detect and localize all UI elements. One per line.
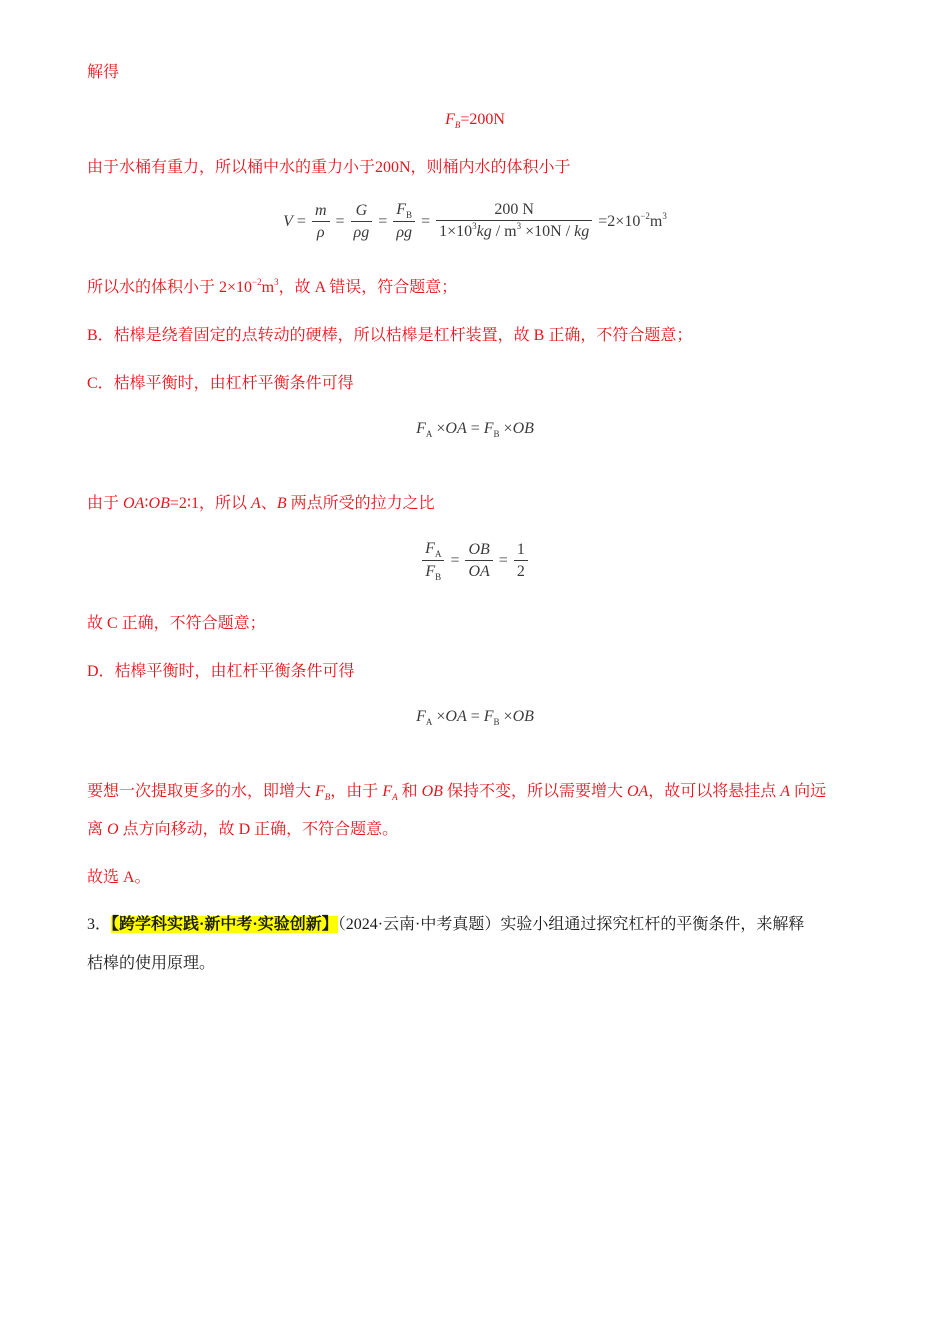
question-tag: 【跨学科实践·新中考·实验创新】 — [111, 916, 338, 933]
ratio-equation: $\frac{F_A}{F_B}$ = $\frac{OB}{OA}$ = $\frac{1}{2}$ — [0, 537, 950, 585]
option-d-explanation: 要想一次提取更多的水，即增大 $F_B$，由于 $F_A$ 和 OB 保持不变，所以需要增大 OA，故可以将悬挂点 A 向远 — [87, 783, 827, 802]
gravity-line: 由于水桶有重力，所以桶中水的重力小于200N，则桶内水的体积小于 — [87, 159, 571, 176]
fb-result: $F_B=200N$ — [445, 111, 505, 130]
solve-label: 解得 — [87, 64, 120, 81]
answer: 故选 A。 — [87, 869, 151, 886]
question-3-cont: 桔槔的使用原理。 — [87, 955, 216, 972]
conclusion-a: 所以水的体积小于 $2\times 10^{-2}m^3$，故 A 错误，符合题意； — [87, 277, 458, 296]
ratio-line: 由于 OA∶OB=2∶1，所以 A、B 两点所受的拉力之比 — [87, 495, 435, 512]
option-b: B．桔槔是绕着固定的点转动的硬棒，所以桔槔是杠杆装置，故 B 正确，不符合题意； — [87, 327, 693, 344]
option-c: C．桔槔平衡时，由杠杆平衡条件可得 — [87, 375, 354, 392]
conclusion-c: 故 C 正确，不符合题意； — [87, 615, 266, 632]
option-d: D．桔槔平衡时，由杠杆平衡条件可得 — [87, 663, 355, 680]
option-d-explanation-cont: 离 O 点方向移动，故 D 正确，不符合题意。 — [87, 821, 399, 838]
volume-equation: V = $\frac{m}{\rho}$ = $\frac{G}{\rho g}$ = $\frac{F_B}{\rho g}$ = $\frac{200 N}{1\times 10^3kg / m^3 \times 10N / kg}$ $=2\times 10^{-2}m^3$ — [0, 198, 950, 246]
balance-equation-c: $F_A \times OA = F_B \times OB$ — [416, 420, 534, 439]
question-3: 3．【跨学科实践·新中考·实验创新】（2024·云南·中考真题）实验小组通过探究杠杆的平衡条件，来解释 — [87, 916, 805, 933]
balance-equation-d: $F_A \times OA = F_B \times OB$ — [416, 708, 534, 727]
